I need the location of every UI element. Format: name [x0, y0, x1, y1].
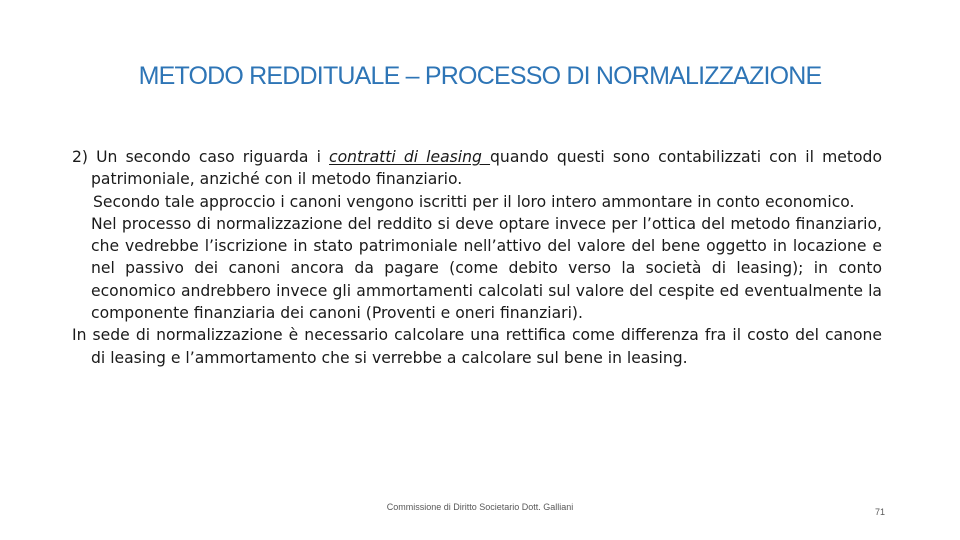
paragraph-leasing-case-end: quando questi sono contabilizzati con il metodo patrimoniale, anziché con il metodo finanziario. [91, 148, 882, 189]
page-number: 71 [874, 507, 885, 517]
slide-body [72, 146, 882, 369]
paragraph-adjustment: In sede di normalizzazione è necessario calcolare una rettifica come differenza fra il costo del canone di leasing e l’ammortamento che si verrebbe a calcolare sul bene in leasing. [72, 326, 882, 367]
paragraph-normalization-process: Nel processo di normalizzazione del reddito si deve optare invece per l’ottica del metodo finanziario, che vedrebbe l’iscrizione in stato patrimoniale nell’attivo del valore del bene oggetto in locazione e nel passivo dei canoni ancora da pagare (come debito verso la società di leasing); in conto economico andrebbero invece gli ammortamenti calcolati sul valore del cespite ed eventualmente la componente finanziaria dei canoni (Proventi e oneri finanziari). [91, 214, 882, 323]
paragraph-leasing-case-start: 2) Un secondo caso riguarda i [72, 148, 330, 166]
paragraph-approach-text: Secondo tale approccio i canoni vengono iscritti per il loro intero ammontare in conto economico. [93, 192, 855, 211]
paragraph-approach [72, 191, 882, 213]
leasing-contracts-emphasis: contratti di leasing [329, 148, 491, 166]
slide-title: METODO REDDITUALE – PROCESSO DI NORMALIZZAZIONE [138, 62, 822, 90]
paragraph-leasing-case [72, 146, 882, 191]
footer-text: Commissione di Diritto Societario Dott. Galliani [386, 502, 574, 512]
